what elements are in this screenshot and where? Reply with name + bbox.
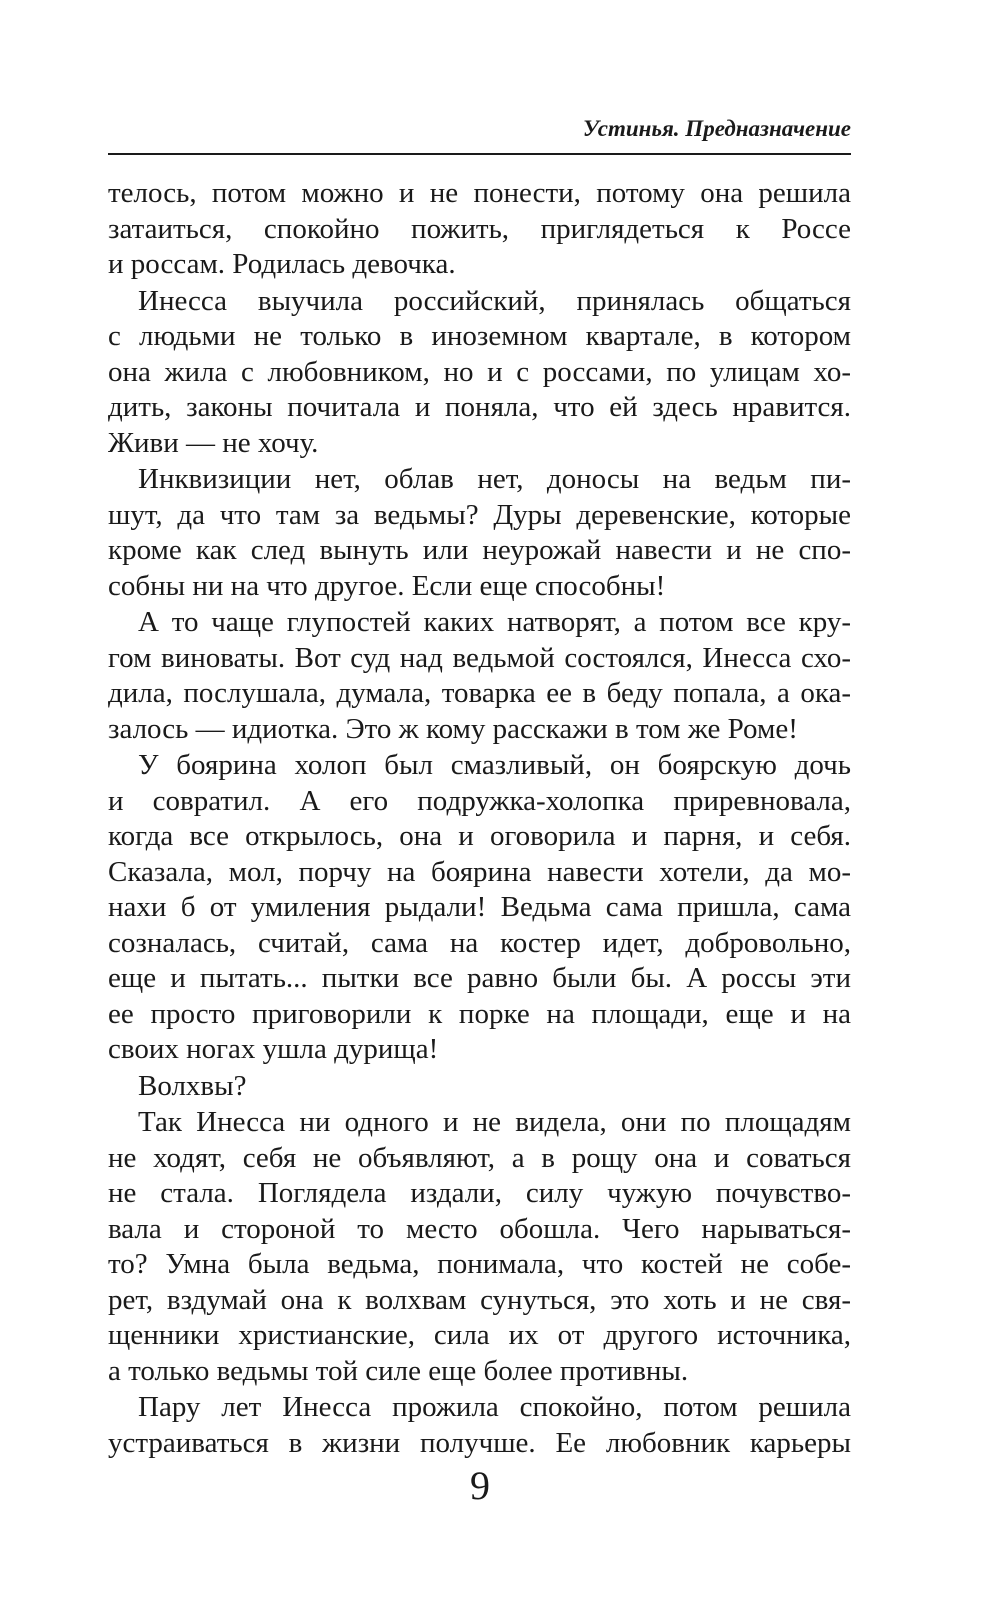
text-line: дила, послушала, думала, товарка ее в беду попала, а ока- (108, 677, 851, 709)
text-line: рет, вздумай она к волхвам сунуться, это хоть и не свя- (108, 1283, 851, 1316)
text-line: и совратил. А его подружка-холопка приревновала, (108, 784, 851, 817)
text-line: устраиваться в жизни получше. Ее любовник карьеры (108, 1426, 851, 1459)
text-line: затаиться, спокойно пожить, приглядеться к Россе (108, 212, 851, 245)
text-line: гом виноваты. Вот суд над ведьмой состоялся, Инесса схо- (108, 641, 851, 674)
text-line: не стала. Поглядела издали, силу чужую почувство- (108, 1177, 851, 1209)
paragraph (108, 748, 851, 1068)
paragraph (108, 1069, 851, 1105)
text-line: вала и стороной то место обошла. Чего нарываться- (108, 1212, 851, 1245)
text-line: У боярина холоп был смазливый, он боярскую дочь (138, 749, 851, 781)
page-number: 9 (470, 1463, 490, 1508)
text-line: кроме как след вынуть или неурожай навести и не спо- (108, 534, 851, 566)
page-body-text (108, 176, 851, 1462)
text-line: когда все открылось, она и оговорила и парня, и себя. (108, 820, 851, 852)
text-line: не ходят, себя не объявляют, а в рощу она и соваться (108, 1141, 851, 1174)
paragraph (108, 284, 851, 462)
text-line: и россам. Родилась девочка. (108, 248, 456, 280)
paragraph (108, 1105, 851, 1389)
text-line: своих ногах ушла дурища! (108, 1033, 439, 1065)
text-line: ее просто приговорили к порке на площади, еще и на (108, 997, 851, 1030)
paragraph (108, 605, 851, 747)
paragraph (108, 1390, 851, 1461)
text-line: залось — идиотка. Это ж кому расскажи в том же Роме! (108, 712, 798, 745)
text-line: Сказала, мол, порчу на боярина навести хотели, да мо- (108, 855, 851, 888)
text-line: Инесса выучила российский, принялась общаться (138, 284, 851, 317)
paragraph (108, 462, 851, 604)
text-line: дить, законы почитала и поняла, что ей здесь нравится. (108, 391, 851, 423)
text-line: еще и пытать... пытки все равно были бы. А россы эти (108, 962, 851, 994)
text-line: а только ведьмы той силе еще более противны. (108, 1354, 689, 1387)
text-line: Инквизиции нет, облав нет, доносы на ведьм пи- (138, 463, 851, 495)
text-line: Волхвы? (138, 1069, 247, 1102)
text-line: Так Инесса ни одного и не видела, они по площадям (138, 1106, 851, 1138)
text-line: созналась, считай, сама на костер идет, добровольно, (108, 926, 851, 959)
text-line: собны ни на что другое. Если еще способны! (108, 569, 666, 602)
text-line: Пару лет Инесса прожила спокойно, потом решила (138, 1391, 851, 1423)
text-line: телось, потом можно и не понести, потому она решила (108, 177, 851, 209)
text-line: шут, да что там за ведьмы? Дуры деревенские, которые (108, 498, 851, 531)
running-header-title: Устинья. Предназначение (582, 116, 851, 141)
text-line: то? Умна была ведьма, понимала, что костей не собе- (108, 1248, 851, 1280)
header-divider (108, 153, 851, 155)
text-line: Живи — не хочу. (108, 426, 319, 459)
text-line: она жила с любовником, но и с россами, по улицам хо- (108, 355, 851, 388)
text-line: щенники христианские, сила их от другого источника, (108, 1319, 851, 1351)
text-line: с людьми не только в иноземном квартале, в котором (108, 320, 851, 352)
text-line: нахи б от умиления рыдали! Ведьма сама пришла, сама (108, 891, 851, 923)
paragraph (108, 176, 851, 283)
text-line: А то чаще глупостей каких натворят, а потом все кру- (138, 606, 851, 638)
